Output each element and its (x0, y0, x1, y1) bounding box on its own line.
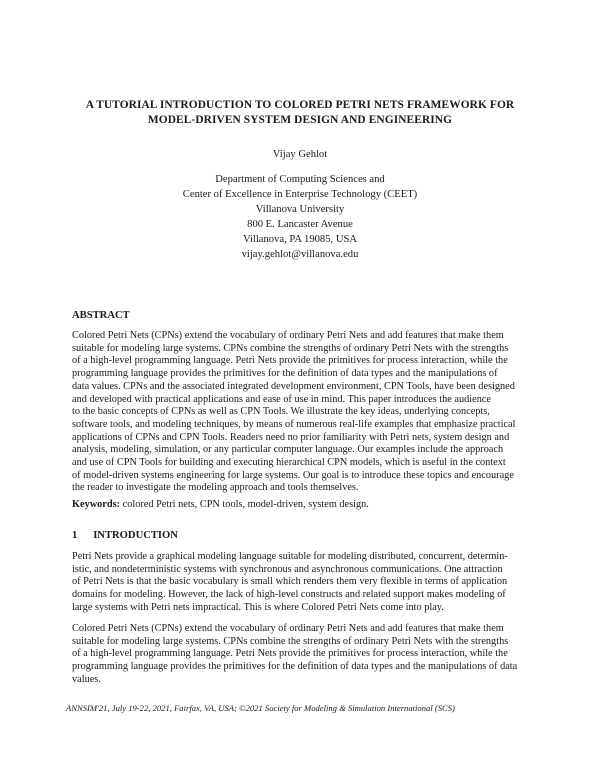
author-affiliation (0, 172, 600, 263)
section-heading-introduction: 1 INTRODUCTION (72, 530, 178, 541)
abstract-line: to the basic concepts of CPNs as well as CPN Tools. We illustrate the key ideas, underlying concepts, (72, 406, 490, 418)
affiliation-line: Center of Excellence in Enterprise Technology (CEET) (182, 189, 418, 201)
affiliation-line: Villanova, PA 19085, USA (242, 234, 358, 246)
intro-paragraph-2 (72, 623, 530, 687)
intro-line: of Petri Nets is that the basic vocabulary is small which renders them very flexible in terms of application (72, 576, 508, 588)
intro-line: istic, and nondeterministic systems with synchronous and asynchronous communications. One attraction (72, 563, 503, 575)
abstract-line: of model-driven systems engineering for large systems. Our goal is to introduce these topics and encourage (72, 469, 514, 481)
abstract-line: data values. CPNs and the associated integrated development environment, CPN Tools, have been designed (72, 380, 515, 392)
keywords (72, 498, 369, 511)
abstract-line: and use of CPN Tools for building and executing hierarchical CPN models, which is useful in the context (72, 457, 506, 469)
abstract-line: programming language provides the primitives for the definition of data types and the manipulations of (72, 368, 498, 380)
intro-line: values. (72, 673, 101, 685)
keywords-label: Keywords: (72, 499, 121, 510)
abstract-line: and developed with practical applications and ease of use in mind. This paper introduces the audience (72, 393, 491, 405)
author-email: vijay.gehlot@villanova.edu (241, 249, 359, 261)
conference-footer: ANNSIM'21, July 19-22, 2021, Fairfax, VA, USA; ©2021 Society for Modeling & Simulation International (SCS) (66, 703, 455, 713)
intro-paragraph-1 (72, 551, 530, 615)
abstract-line: software tools, and modeling techniques, by means of numerous real-life examples that emphasize practical (72, 418, 516, 430)
intro-line: programming language provides the primitives for the definition of data types and the manipulations of data (72, 661, 518, 673)
intro-line: Petri Nets provide a graphical modeling language suitable for modeling distributed, concurrent, determin- (72, 551, 508, 562)
abstract-line: of a high-level programming language. Petri Nets provide the primitives for process interaction, while the (72, 355, 508, 367)
affiliation-line: 800 E. Lancaster Avenue (247, 219, 353, 231)
intro-line: large systems with Petri nets impractical. This is where Colored Petri Nets come into play. (72, 601, 444, 613)
intro-line: suitable for modeling large systems. CPNs combine the strengths of ordinary Petri Nets with the strengths (72, 635, 509, 647)
affiliation-line: Department of Computing Sciences and (215, 174, 385, 185)
title-line: MODEL-DRIVEN SYSTEM DESIGN AND ENGINEERING (147, 114, 453, 126)
abstract-line: the reader to investigate the modeling approach and tools themselves. (72, 482, 359, 494)
title-line: A TUTORIAL INTRODUCTION TO COLORED PETRI NETS FRAMEWORK FOR (85, 99, 515, 111)
keywords-text: colored Petri nets, CPN tools, model-driven, system design. (122, 499, 369, 510)
abstract-body (72, 330, 530, 495)
affiliation-line: Villanova University (255, 204, 345, 216)
author-name: Vijay Gehlot (272, 149, 328, 160)
intro-line: domains for modeling. However, the lack of high-level constructs and related support makes modeling of (72, 589, 506, 601)
abstract-line: Colored Petri Nets (CPNs) extend the vocabulary of ordinary Petri Nets and add features that make them (72, 330, 504, 341)
paper-title (60, 98, 540, 128)
abstract-line: analysis, modeling, simulation, or any particular computer language. Our examples include the approach (72, 444, 504, 456)
abstract-line: applications of CPNs and CPN Tools. Readers need no prior familiarity with Petri nets, system design and (72, 431, 510, 443)
intro-line: of a high-level programming language. Petri Nets provide the primitives for process interaction, while the (72, 648, 508, 660)
abstract-line: suitable for modeling large systems. CPNs combine the strengths of ordinary Petri Nets with the strengths (72, 342, 509, 354)
abstract-heading: ABSTRACT (72, 310, 130, 321)
intro-line: Colored Petri Nets (CPNs) extend the vocabulary of ordinary Petri Nets and add features that make them (72, 623, 504, 634)
